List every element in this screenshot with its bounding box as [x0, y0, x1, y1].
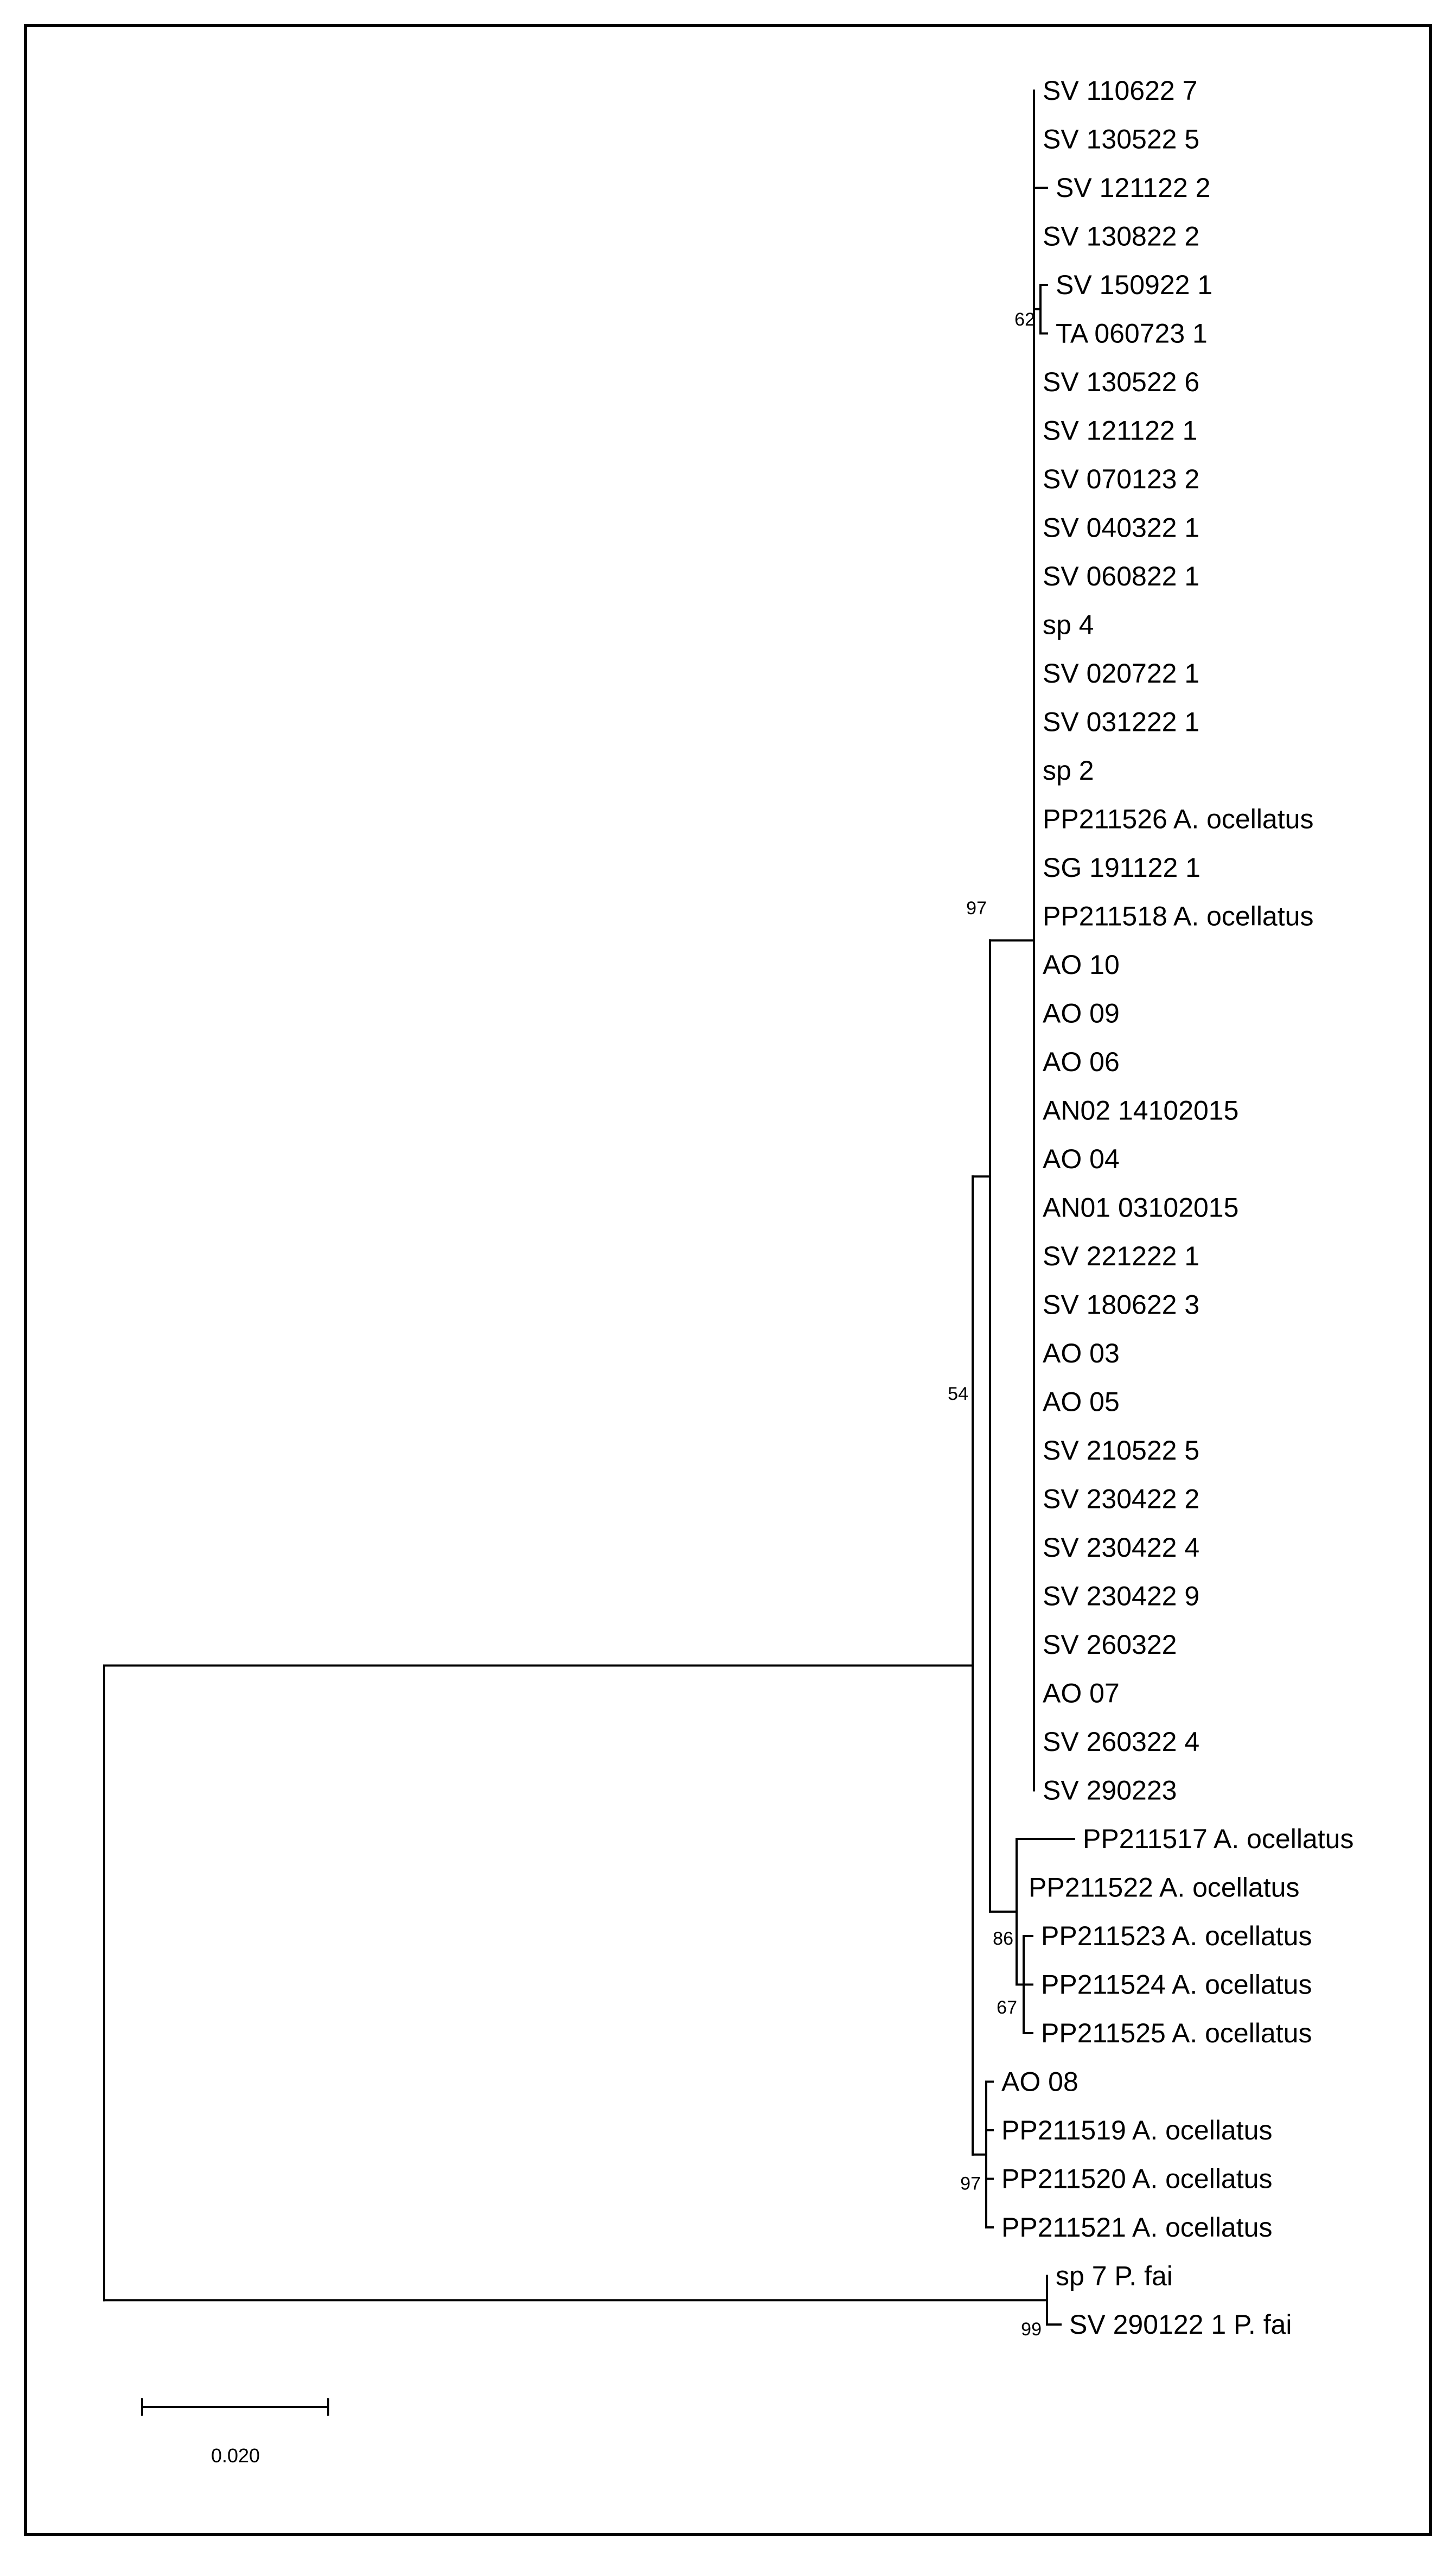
taxon-label: PP211525 A. ocellatus	[1041, 2018, 1312, 2048]
taxon-label: SV 221222 1	[1043, 1241, 1200, 1271]
support-value: 97	[966, 898, 987, 919]
taxon-label: AO 05	[1043, 1386, 1120, 1417]
taxon-label: sp 7 P. fai	[1056, 2260, 1173, 2291]
taxon-label: SV 130522 6	[1043, 367, 1200, 397]
taxon-label: PP211517 A. ocellatus	[1083, 1824, 1354, 1854]
tree-labels	[1001, 75, 1353, 2340]
taxon-label: PP211521 A. ocellatus	[1001, 2212, 1273, 2243]
support-values	[948, 309, 1042, 2340]
taxon-label: SV 060822 1	[1043, 561, 1200, 591]
taxon-label: AO 09	[1043, 998, 1120, 1029]
taxon-label: SV 210522 5	[1043, 1435, 1200, 1466]
tree-branches	[104, 91, 1074, 2325]
taxon-label: SV 040322 1	[1043, 512, 1200, 543]
taxon-label: SV 180622 3	[1043, 1289, 1200, 1320]
support-value: 62	[1014, 309, 1035, 330]
taxon-label: TA 060723 1	[1056, 318, 1208, 349]
support-value: 54	[948, 1384, 968, 1404]
taxon-label: PP211522 A. ocellatus	[1029, 1872, 1300, 1903]
taxon-label: sp 2	[1043, 755, 1094, 786]
taxon-label: AO 08	[1001, 2066, 1078, 2097]
taxon-label: SV 130522 5	[1043, 124, 1200, 155]
taxon-label: SV 290223	[1043, 1775, 1177, 1806]
taxon-label: sp 4	[1043, 609, 1094, 640]
taxon-label: PP211518 A. ocellatus	[1043, 901, 1314, 932]
taxon-label: AO 07	[1043, 1678, 1120, 1709]
support-value: 99	[1021, 2319, 1042, 2340]
taxon-label: SV 070123 2	[1043, 464, 1200, 494]
taxon-label: PP211519 A. ocellatus	[1001, 2115, 1273, 2145]
taxon-label: SV 230422 9	[1043, 1581, 1200, 1612]
taxon-label: SV 260322	[1043, 1629, 1177, 1660]
support-value: 86	[993, 1928, 1013, 1949]
taxon-label: SG 191122 1	[1043, 852, 1200, 883]
scale-bar	[142, 2399, 328, 2467]
taxon-label: PP211520 A. ocellatus	[1001, 2163, 1273, 2194]
taxon-label: AN01 03102015	[1043, 1192, 1239, 1223]
support-value: 97	[960, 2173, 981, 2194]
taxon-label: SV 121122 2	[1056, 173, 1211, 203]
taxon-label: SV 130822 2	[1043, 221, 1200, 252]
taxon-label: SV 230422 2	[1043, 1483, 1200, 1514]
taxon-label: PP211524 A. ocellatus	[1041, 1969, 1312, 2000]
taxon-label: SV 230422 4	[1043, 1532, 1200, 1563]
taxon-label: SV 031222 1	[1043, 706, 1200, 737]
support-value: 67	[997, 1997, 1017, 2018]
taxon-label: PP211523 A. ocellatus	[1041, 1921, 1312, 1951]
taxon-label: SV 110622 7	[1043, 75, 1198, 106]
taxon-label: AO 10	[1043, 950, 1120, 980]
scale-bar-label: 0.020	[210, 2444, 260, 2467]
taxon-label: SV 290122 1 P. fai	[1069, 2309, 1292, 2340]
taxon-label: SV 121122 1	[1043, 415, 1198, 446]
taxon-label: PP211526 A. ocellatus	[1043, 804, 1314, 835]
taxon-label: AO 03	[1043, 1338, 1120, 1368]
taxon-label: SV 020722 1	[1043, 658, 1200, 689]
taxon-label: AN02 14102015	[1043, 1095, 1239, 1126]
taxon-label: SV 150922 1	[1056, 270, 1213, 300]
taxon-label: AO 04	[1043, 1144, 1120, 1174]
taxon-label: SV 260322 4	[1043, 1727, 1200, 1757]
taxon-label: AO 06	[1043, 1047, 1120, 1077]
